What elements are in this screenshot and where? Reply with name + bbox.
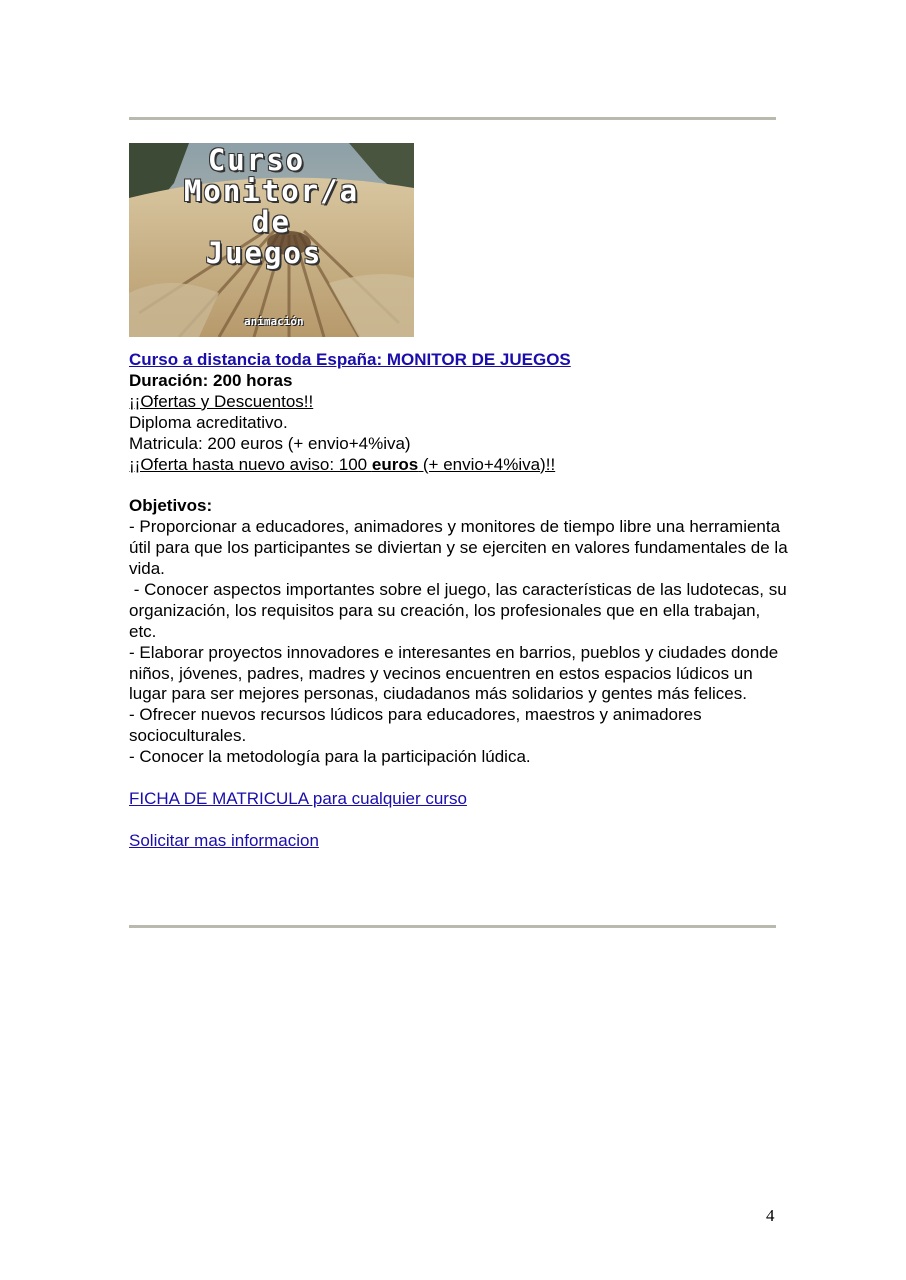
objective-item-2: - Conocer aspectos importantes sobre el juego, las características de las ludotecas, su organización, los requisitos para su creación, los profesionales que en ella trabajan, etc. xyxy=(129,579,792,641)
offers-text: ¡¡Ofertas y Descuentos!! xyxy=(129,391,314,411)
objective-item-5: - Conocer la metodología para la participación lúdica. xyxy=(129,747,531,767)
banner-title-line-4: Juegos xyxy=(205,236,323,270)
objective-item-3: - Elaborar proyectos innovadores e interesantes en barrios, pueblos y ciudades donde niños, jóvenes, padres, madres y vecinos encuentren en estos espacios lúdicos un lugar para ser mejores personas, ciudadanos más solidarios y gentes más felices. xyxy=(129,642,779,704)
banner-footer-text: animación xyxy=(244,315,304,328)
objective-item-4: - Ofrecer nuevos recursos lúdicos para educadores, maestros y animadores socioculturales. xyxy=(129,705,702,746)
request-info-link[interactable]: Solicitar mas informacion xyxy=(129,830,319,850)
banner-title xyxy=(129,145,414,269)
banner-title-line-2: Monitor/a xyxy=(183,174,360,208)
objectives-heading: Objetivos: xyxy=(129,496,213,516)
course-banner-image xyxy=(129,143,414,337)
top-divider xyxy=(129,117,776,120)
special-offer xyxy=(129,455,789,476)
special-offer-suffix: (+ envio+4%iva)!! xyxy=(418,454,556,474)
bottom-divider xyxy=(129,925,776,928)
enrollment-form-link[interactable]: FICHA DE MATRICULA para cualquier curso xyxy=(129,789,467,808)
course-description xyxy=(129,350,792,852)
enrollment-price: Matricula: 200 euros (+ envio+4%iva) xyxy=(129,433,411,453)
banner-title-line-3: de xyxy=(252,205,291,239)
special-offer-bold: euros xyxy=(371,454,419,474)
course-title-link[interactable]: Curso a distancia toda España: MONITOR DE JUEGOS xyxy=(129,350,571,369)
objective-item-1: - Proporcionar a educadores, animadores y monitores de tiempo libre una herramienta útil para que los participantes se diviertan y se ejerciten en valores fundamentales de la vida. xyxy=(129,517,788,579)
special-offer-prefix: ¡¡Oferta hasta nuevo aviso: 100 xyxy=(129,454,372,474)
page-number: 4 xyxy=(766,1206,775,1225)
diploma-text: Diploma acreditativo. xyxy=(129,412,288,432)
banner-title-line-1: Curso xyxy=(207,143,306,177)
course-duration: Duración: 200 horas xyxy=(129,370,293,390)
